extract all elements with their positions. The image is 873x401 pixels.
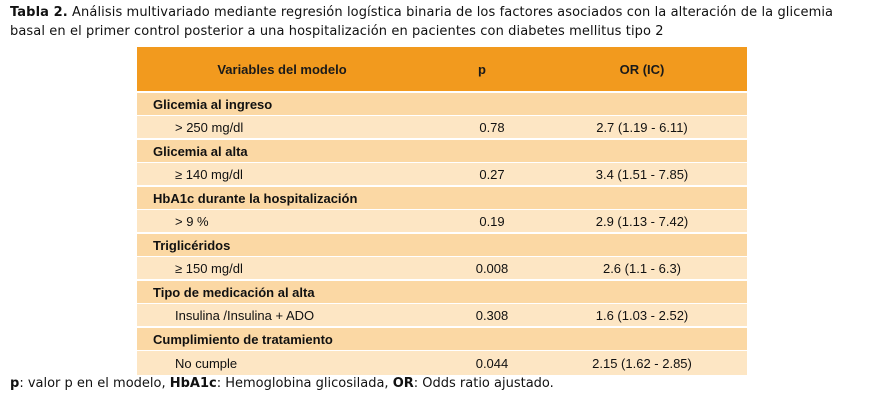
row-or-value: 2.7 (1.19 - 6.11) [537,116,747,140]
footnote-definition: Odds ratio ajustado. [422,376,554,391]
caption-label: Tabla 2. [10,5,68,20]
caption-text: Análisis multivariado mediante regresión logística binaria de los factores asociados con la alteración de la glicemia basal en el primer control posterior a una hospitalización en pacientes con diabetes mellitus tipo 2 [10,5,834,39]
row-p-value: 0.008 [427,257,537,281]
footnote-definition: Hemoglobina glicosilada [225,376,385,391]
group-row [137,327,747,351]
row-or-value: 2.6 (1.1 - 6.3) [537,257,747,281]
group-row [137,186,747,210]
group-row [137,233,747,257]
group-name: Tipo de medicación al alta [137,280,427,304]
table-footnote: p: valor p en el modelo, HbA1c: Hemoglobina glicosilada, OR: Odds ratio ajustado. [10,376,554,391]
row-label: > 9 % [137,210,427,234]
table-row [137,304,747,328]
table-row [137,116,747,140]
group-name: Cumplimiento de tratamiento [137,327,427,351]
row-label: ≥ 150 mg/dl [137,257,427,281]
row-or-value: 1.6 (1.03 - 2.52) [537,304,747,328]
row-or-value: 2.9 (1.13 - 7.42) [537,210,747,234]
table-header-row [137,47,747,92]
row-label: > 250 mg/dl [137,116,427,140]
footnote-term: p [10,376,20,391]
row-p-value: 0.27 [427,163,537,187]
row-label: No cumple [137,351,427,376]
header-variables: Variables del modelo [137,47,427,92]
row-p-value: 0.19 [427,210,537,234]
row-label: Insulina /Insulina + ADO [137,304,427,328]
row-or-value: 3.4 (1.51 - 7.85) [537,163,747,187]
table-row [137,163,747,187]
footnote-term: HbA1c [169,376,217,391]
footnote-definition: valor p en el modelo [27,376,162,391]
row-p-value: 0.78 [427,116,537,140]
group-row [137,139,747,163]
row-p-value: 0.308 [427,304,537,328]
footnote-term: OR [392,376,414,391]
group-row [137,92,747,116]
table-row [137,210,747,234]
group-name: HbA1c durante la hospitalización [137,186,427,210]
group-name: Glicemia al ingreso [137,92,427,116]
table-row [137,257,747,281]
group-name: Glicemia al alta [137,139,427,163]
row-p-value: 0.044 [427,351,537,376]
group-name: Triglicéridos [137,233,427,257]
header-p: p [427,47,537,92]
table-row [137,351,747,376]
results-table [137,47,747,375]
header-or: OR (IC) [537,47,747,92]
row-label: ≥ 140 mg/dl [137,163,427,187]
group-row [137,280,747,304]
table-caption [10,3,870,41]
row-or-value: 2.15 (1.62 - 2.85) [537,351,747,376]
